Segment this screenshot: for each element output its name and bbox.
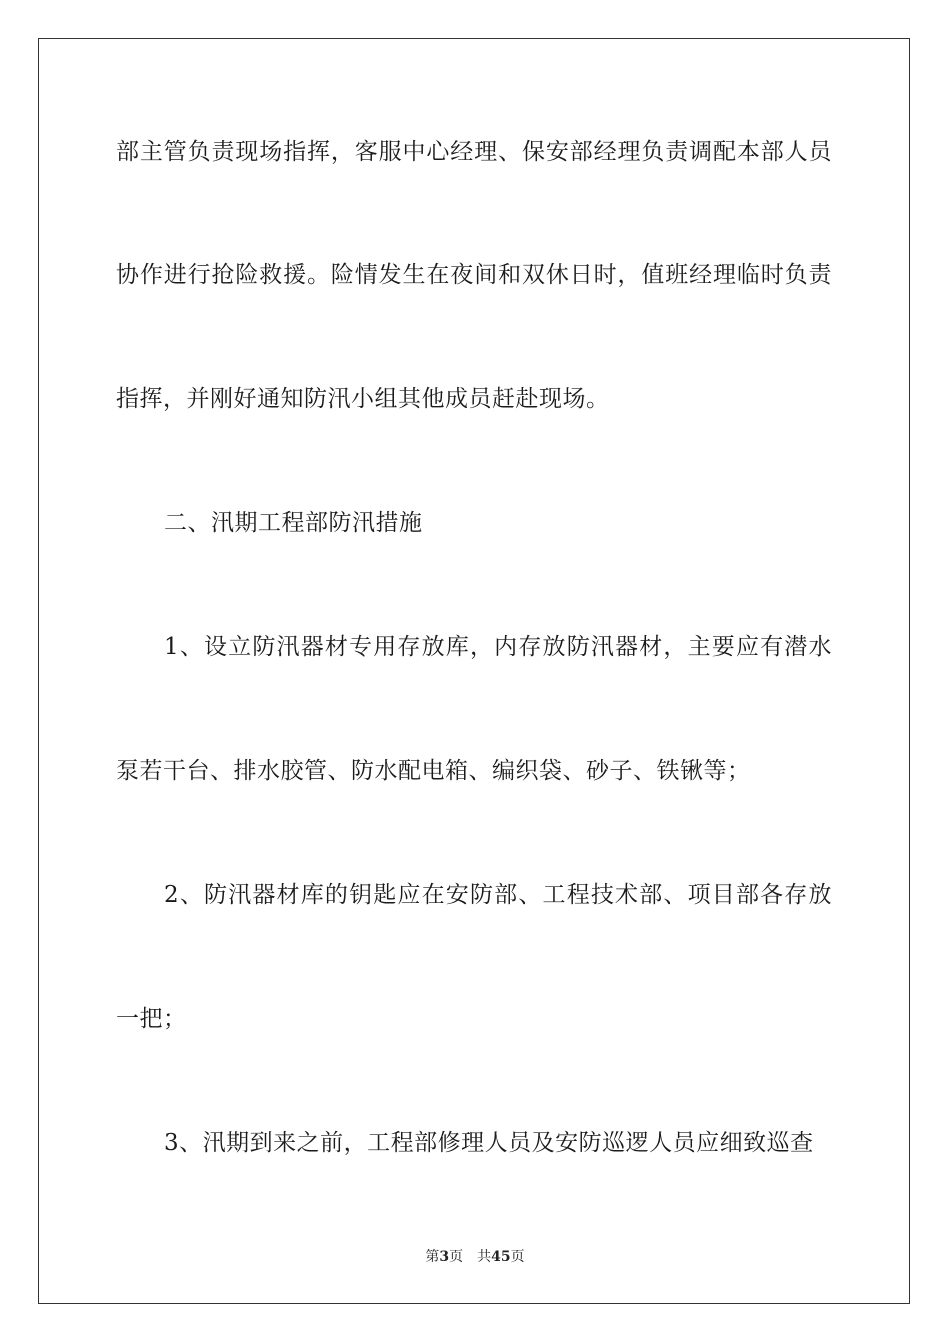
footer-total-suffix: 页 bbox=[510, 1249, 525, 1265]
footer-page-number: 3 bbox=[439, 1249, 450, 1265]
list-item-2-line-2: 一把； bbox=[116, 1006, 187, 1032]
list-item-2-line-1: 2、防汛器材库的钥匙应在安防部、工程技术部、项目部各存放 bbox=[164, 882, 832, 908]
page-footer bbox=[0, 1248, 950, 1266]
section-heading: 二、汛期工程部防汛措施 bbox=[164, 510, 423, 536]
list-item-1-line-2: 泵若干台、排水胶管、防水配电箱、编织袋、砂子、铁锹等； bbox=[116, 758, 751, 784]
footer-total-prefix: 共 bbox=[477, 1249, 492, 1265]
body-text-line-2: 协作进行抢险救援。险情发生在夜间和双休日时，值班经理临时负责 bbox=[116, 262, 832, 288]
footer-page-suffix: 页 bbox=[449, 1249, 464, 1265]
footer-page-prefix: 第 bbox=[425, 1249, 440, 1265]
list-item-3-line-1: 3、汛期到来之前，工程部修理人员及安防巡逻人员应细致巡查 bbox=[164, 1130, 814, 1156]
body-text-line-1: 部主管负责现场指挥，客服中心经理、保安部经理负责调配本部人员 bbox=[116, 139, 832, 165]
body-text-line-3: 指挥，并刚好通知防汛小组其他成员赶赴现场。 bbox=[116, 386, 610, 412]
page-border bbox=[38, 38, 910, 1304]
footer-total-pages: 45 bbox=[491, 1249, 511, 1265]
list-item-1-line-1: 1、设立防汛器材专用存放库，内存放防汛器材，主要应有潜水 bbox=[164, 634, 832, 660]
